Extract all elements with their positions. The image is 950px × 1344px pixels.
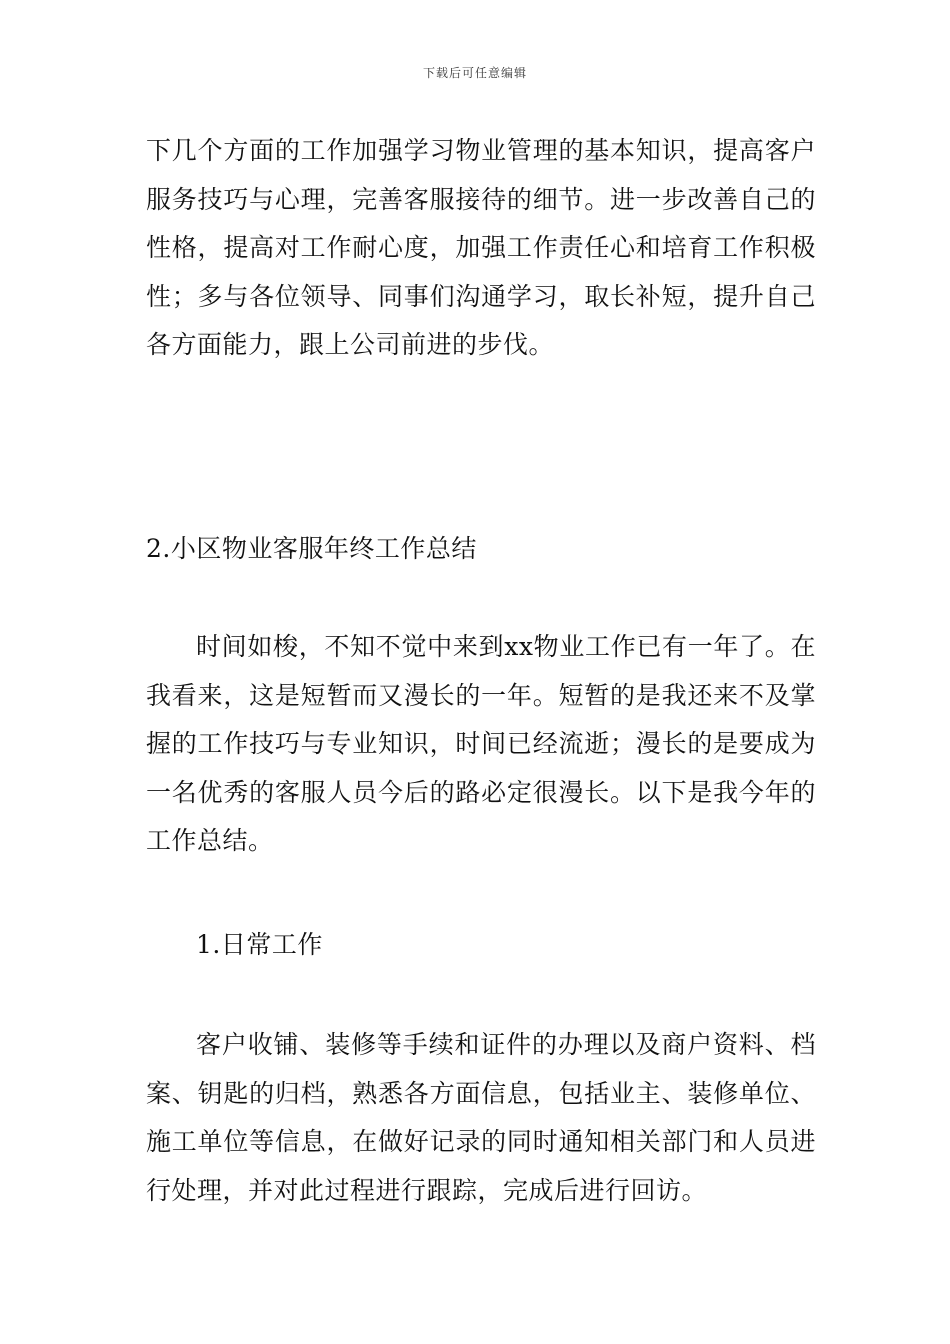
paragraph-intro-continuation: 下几个方面的工作加强学习物业管理的基本知识，提高客户服务技巧与心理，完善客服接待的细节。进一步改善自己的性格，提高对工作耐心度，加强工作责任心和培育工作积极性；多与各位领导、同事们沟通学习，取长补短，提升自己各方面能力，跟上公司前进的步伐。 [146, 136, 816, 359]
paragraph-daily-work: 客户收铺、装修等手续和证件的办理以及商户资料、档案、钥匙的归档，熟悉各方面信息，包括业主、装修单位、施工单位等信息，在做好记录的同时通知相关部门和人员进行处理，并对此过程进行跟踪，完成后进行回访。 [146, 1030, 816, 1205]
paragraph-summary-intro: 时间如梭，不知不觉中来到xx物业工作已有一年了。在我看来，这是短暂而又漫长的一年。短暂的是我还来不及掌握的工作技巧与专业知识，时间已经流逝；漫长的是要成为一名优秀的客服人员今后的路必定很漫长。以下是我今年的工作总结。 [146, 632, 816, 855]
header-note: 下载后可任意编辑 [422, 66, 527, 80]
subsection-heading: 1.日常工作 [196, 930, 323, 959]
section-heading: 2.小区物业客服年终工作总结 [146, 534, 477, 563]
